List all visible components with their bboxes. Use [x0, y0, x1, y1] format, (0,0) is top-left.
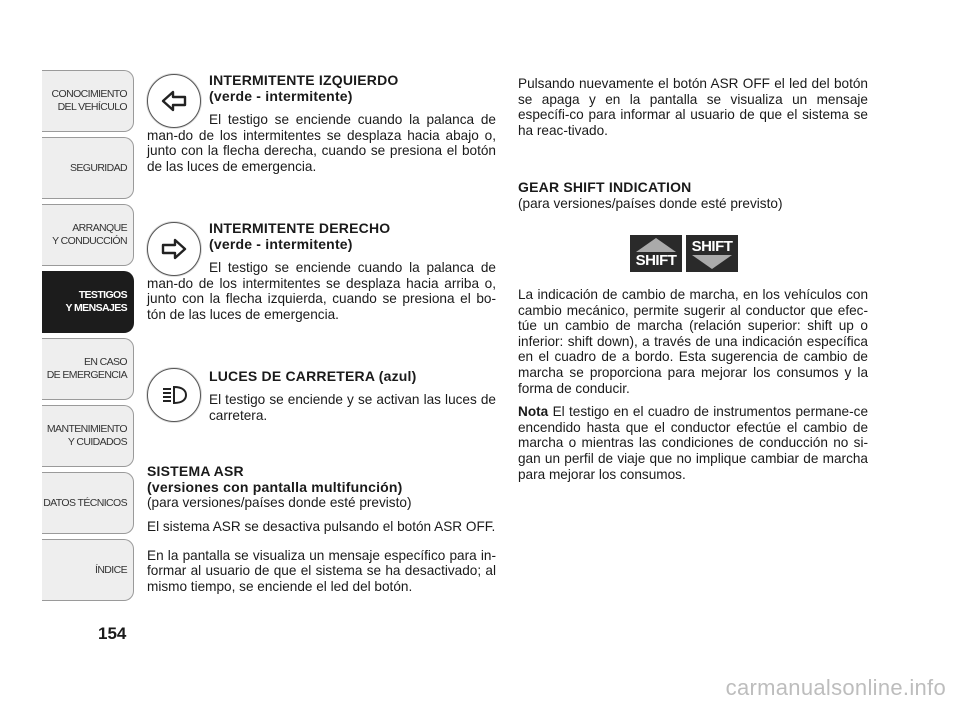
- left-turn-section: [147, 72, 496, 188]
- nota-label: Nota: [518, 404, 549, 420]
- watermark: carmanualsonline.info: [725, 675, 946, 700]
- tab-arranque[interactable]: ARRANQUE Y CONDUCCIÓN: [42, 204, 134, 266]
- gsi-p1: La indicación de cambio de marcha, en los vehículos con cambio mecánico, permite sugerir al conductor que efec-túe un cambio de marcha (relación superior: shift up o inferior: shift down), a través de una indicación específica en el cuadro de a bordo. Esta sugerencia de cambio de marcha se proporciona para mejorar los consumos y la forma de conducir.: [518, 287, 868, 396]
- chapter-tabs: [42, 70, 134, 606]
- tab-seguridad[interactable]: SEGURIDAD: [42, 137, 134, 199]
- high-beam-section: [147, 364, 496, 437]
- asr-section: [147, 463, 496, 608]
- high-beam-title: LUCES DE CARRETERA (azul): [209, 368, 417, 384]
- nota-text: El testigo en el cuadro de instrumentos permane-ce encendido hasta que el conductor efectúe el cambio de marcha o mientras las condiciones de conducción no si-gan un perfil de viaje que no implique cambiar de marcha para mejorar los consumos.: [518, 404, 868, 482]
- shift-indicator-icons: [630, 235, 738, 272]
- right-turn-section: [147, 220, 496, 336]
- asr-note: (para versiones/países donde esté previsto): [147, 495, 412, 510]
- right-turn-body: El testigo se enciende cuando la palanca de man-do de los intermitentes se desplaza hacia arriba o, junto con la flecha izquierda, cuando se presiona el bo-tón de las luces de emergencia.: [147, 260, 496, 322]
- tab-conocimiento[interactable]: CONOCIMIENTO DEL VEHÍCULO: [42, 70, 134, 132]
- high-beam-body: El testigo se enciende y se activan las luces de carretera.: [209, 392, 496, 423]
- right-column: [518, 76, 868, 212]
- arrow-left-icon: [147, 74, 201, 128]
- arrow-right-icon: [147, 222, 201, 276]
- asr-p2: En la pantalla se visualiza un mensaje específico para in-formar al usuario de que el sistema se ha desactivado; al mismo tiempo, se enciende el led del botón.: [147, 547, 496, 594]
- tab-indice[interactable]: ÍNDICE: [42, 539, 134, 601]
- tab-emergencia[interactable]: EN CASO DE EMERGENCIA: [42, 338, 134, 400]
- gsi-note: (para versiones/países donde esté previsto): [518, 195, 783, 211]
- left-turn-subtitle: (verde - intermitente): [209, 88, 353, 104]
- left-turn-body: El testigo se enciende cuando la palanca de man-do de los intermitentes se desplaza hacia abajo o, junto con la flecha derecha, cuando se presiona el botón de las luces de emergencia.: [147, 112, 496, 174]
- asr-p1: El sistema ASR se desactiva pulsando el botón ASR OFF.: [147, 518, 496, 534]
- tab-datos-tecnicos[interactable]: DATOS TÉCNICOS: [42, 472, 134, 534]
- shift-up-icon: SHIFT: [630, 235, 682, 272]
- gsi-body: [518, 287, 868, 482]
- tab-testigos[interactable]: TESTIGOS Y MENSAJES: [42, 271, 134, 333]
- asr-subtitle: (versiones con pantalla multifunción): [147, 479, 403, 495]
- asr-title: SISTEMA ASR: [147, 463, 244, 479]
- right-turn-subtitle: (verde - intermitente): [209, 236, 353, 252]
- left-turn-title: INTERMITENTE IZQUIERDO: [209, 72, 399, 88]
- gsi-nota: [518, 404, 868, 482]
- asr-reactivate-text: Pulsando nuevamente el botón ASR OFF el led del botón se apaga y en la pantalla se visualiza un mensaje específi-co para informar al usuario de que el sistema se ha reac-tivado.: [518, 76, 868, 138]
- right-turn-title: INTERMITENTE DERECHO: [209, 220, 391, 236]
- gsi-title: GEAR SHIFT INDICATION: [518, 179, 692, 196]
- shift-down-icon: SHIFT: [686, 235, 738, 272]
- tab-mantenimiento[interactable]: MANTENIMIENTO Y CUIDADOS: [42, 405, 134, 467]
- high-beam-icon: [147, 368, 201, 422]
- page-number: 154: [98, 624, 127, 643]
